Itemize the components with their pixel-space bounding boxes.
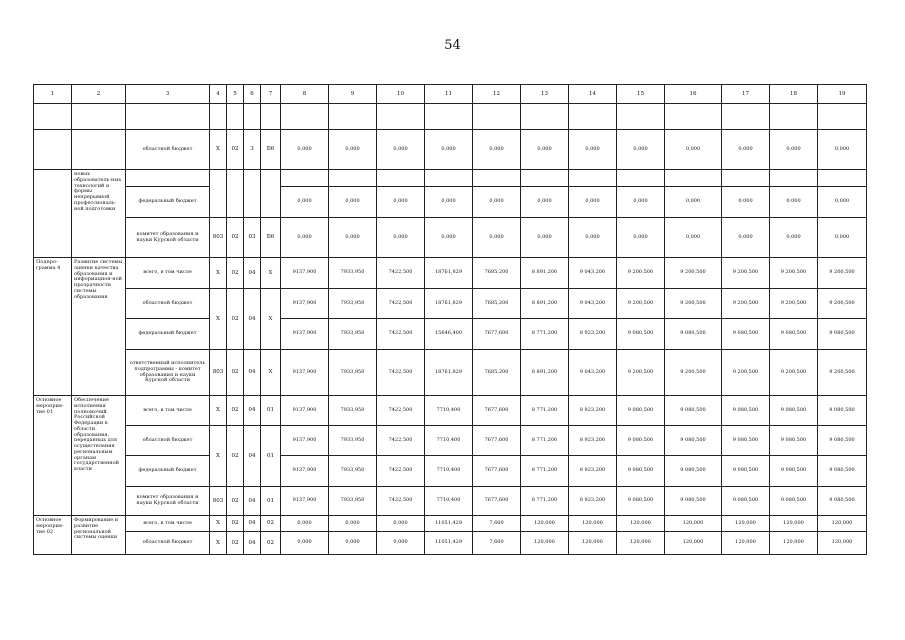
funding-source: областной бюджет [126, 130, 210, 170]
amount-cell: 9 043,200 [569, 289, 617, 319]
program-label [34, 104, 72, 130]
amount-cell: 9 080,500 [665, 396, 722, 426]
amount-cell: 8 923,200 [569, 319, 617, 350]
column-number-3: 3 [126, 85, 210, 104]
amount-cell: 0,000 [770, 187, 818, 218]
budget-code [261, 170, 281, 218]
budget-code: Х [210, 426, 227, 487]
amount-cell: 7677,600 [473, 396, 521, 426]
amount-cell: 11051,429 [425, 532, 473, 555]
column-number-16: 16 [665, 85, 722, 104]
amount-cell: 7677,600 [473, 487, 521, 516]
funding-source: областной бюджет [126, 289, 210, 319]
amount-cell: 0,000 [770, 218, 818, 258]
amount-cell: 9 080,500 [818, 319, 867, 350]
amount-cell: 0,000 [473, 130, 521, 170]
budget-code: 02 [227, 350, 244, 396]
amount-cell: 9 080,500 [617, 456, 665, 487]
amount-cell [521, 170, 569, 187]
program-label [34, 170, 72, 258]
amount-cell: 0,000 [377, 516, 425, 532]
amount-cell: 0,000 [281, 516, 329, 532]
budget-code [210, 104, 227, 130]
amount-cell: 9 080,500 [665, 426, 722, 456]
amount-cell: 9 080,500 [722, 319, 770, 350]
amount-cell: 7,600 [473, 516, 521, 532]
amount-cell: 7677,600 [473, 319, 521, 350]
budget-code: 02 [261, 532, 281, 555]
amount-cell: 7710,400 [425, 426, 473, 456]
column-number-17: 17 [722, 85, 770, 104]
amount-cell: 9 080,500 [770, 319, 818, 350]
amount-cell: 120,000 [521, 516, 569, 532]
column-number-8: 8 [281, 85, 329, 104]
budget-code: Х [261, 350, 281, 396]
budget-code: Х [210, 516, 227, 532]
amount-cell: 9 200,500 [770, 289, 818, 319]
amount-cell: 7933,950 [329, 319, 377, 350]
funding-source: федеральный бюджет [126, 187, 210, 218]
budget-code: 04 [244, 396, 261, 426]
amount-cell: 120,000 [617, 532, 665, 555]
amount-cell: 8 891,200 [521, 258, 569, 289]
table-row [34, 426, 867, 456]
amount-cell: 7685,200 [473, 258, 521, 289]
budget-code: 02 [261, 516, 281, 532]
amount-cell: 0,000 [425, 130, 473, 170]
amount-cell: 7933,950 [329, 487, 377, 516]
amount-cell: 9 200,500 [617, 350, 665, 396]
amount-cell: 9 080,500 [770, 487, 818, 516]
amount-cell: 9 043,200 [569, 350, 617, 396]
amount-cell: 0,000 [617, 187, 665, 218]
budget-code [210, 170, 227, 218]
amount-cell: 0,000 [377, 218, 425, 258]
amount-cell [770, 170, 818, 187]
amount-cell: 0,000 [770, 130, 818, 170]
amount-cell: 9 080,500 [818, 456, 867, 487]
amount-cell: 0,000 [377, 532, 425, 555]
budget-code: 04 [244, 532, 261, 555]
column-number-5: 5 [227, 85, 244, 104]
budget-code: 803 [210, 350, 227, 396]
program-description: Обеспечение исполнения полномочий Российской Федерации в области образования, переданных для осуществления региональным органам государственной власти [72, 396, 126, 516]
amount-cell: 9 200,500 [665, 350, 722, 396]
amount-cell: 0,000 [569, 218, 617, 258]
amount-cell: 9 080,500 [665, 487, 722, 516]
amount-cell: 9137,900 [281, 319, 329, 350]
amount-cell: 0,000 [722, 218, 770, 258]
amount-cell [377, 170, 425, 187]
amount-cell [617, 170, 665, 187]
amount-cell: 7422,500 [377, 289, 425, 319]
amount-cell: 9 080,500 [722, 456, 770, 487]
amount-cell: 9 080,500 [665, 319, 722, 350]
amount-cell [722, 104, 770, 130]
program-description: Развитие системы оценки качества образования и информацион-ной прозрачности системы образования [72, 258, 126, 396]
column-number-19: 19 [818, 85, 867, 104]
column-number-10: 10 [377, 85, 425, 104]
table-row [34, 532, 867, 555]
amount-cell: 18761,829 [425, 258, 473, 289]
amount-cell: 9 080,500 [770, 456, 818, 487]
amount-cell: 7710,400 [425, 396, 473, 426]
amount-cell: 120,000 [665, 516, 722, 532]
amount-cell: 18761,829 [425, 289, 473, 319]
amount-cell: 8 923,200 [569, 396, 617, 426]
budget-table [33, 84, 867, 555]
budget-code: Х [210, 258, 227, 289]
amount-cell: 7422,500 [377, 319, 425, 350]
amount-cell: 9 200,500 [665, 289, 722, 319]
amount-cell: 9 200,500 [818, 289, 867, 319]
program-label: Основное мероприя-тие 02 [34, 516, 72, 555]
table-row [34, 350, 867, 396]
amount-cell: 0,000 [818, 130, 867, 170]
amount-cell: 8 891,200 [521, 289, 569, 319]
amount-cell: 7422,500 [377, 396, 425, 426]
amount-cell: 0,000 [425, 187, 473, 218]
budget-code: Б6 [261, 130, 281, 170]
column-number-12: 12 [473, 85, 521, 104]
amount-cell: 7933,950 [329, 350, 377, 396]
amount-cell: 9137,900 [281, 456, 329, 487]
amount-cell: 7933,950 [329, 258, 377, 289]
amount-cell: 9137,900 [281, 258, 329, 289]
amount-cell: 9 200,500 [722, 350, 770, 396]
program-label: Основное мероприя-тие 01 [34, 396, 72, 516]
amount-cell: 0,000 [521, 130, 569, 170]
budget-code: 01 [261, 396, 281, 426]
budget-code: 04 [244, 258, 261, 289]
budget-code: 04 [244, 516, 261, 532]
amount-cell: 9 043,200 [569, 258, 617, 289]
budget-code: 803 [210, 487, 227, 516]
amount-cell: 0,000 [329, 187, 377, 218]
program-label [34, 130, 72, 170]
amount-cell: 0,000 [521, 218, 569, 258]
amount-cell: 7,600 [473, 532, 521, 555]
amount-cell: 120,000 [569, 532, 617, 555]
amount-cell: 120,000 [818, 532, 867, 555]
amount-cell: 7933,950 [329, 456, 377, 487]
amount-cell: 0,000 [665, 187, 722, 218]
amount-cell: 0,000 [818, 218, 867, 258]
amount-cell: 9 200,500 [617, 258, 665, 289]
budget-code: 803 [210, 218, 227, 258]
amount-cell: 9 080,500 [617, 426, 665, 456]
amount-cell [818, 104, 867, 130]
amount-cell: 0,000 [281, 532, 329, 555]
amount-cell: 8 771,200 [521, 319, 569, 350]
column-number-11: 11 [425, 85, 473, 104]
amount-cell [665, 104, 722, 130]
budget-code [244, 104, 261, 130]
amount-cell: 7685,200 [473, 289, 521, 319]
amount-cell: 0,000 [617, 218, 665, 258]
budget-code: 02 [227, 218, 244, 258]
amount-cell: 7933,950 [329, 289, 377, 319]
amount-cell: 9137,900 [281, 487, 329, 516]
budget-code [227, 170, 244, 218]
amount-cell [329, 104, 377, 130]
amount-cell: 0,000 [281, 130, 329, 170]
amount-cell: 0,000 [569, 130, 617, 170]
amount-cell [473, 170, 521, 187]
amount-cell: 9 080,500 [665, 456, 722, 487]
program-description: Формирование и развитие региональной системы оценки [72, 516, 126, 555]
amount-cell: 9 080,500 [617, 319, 665, 350]
budget-code: Х [210, 289, 227, 350]
amount-cell: 18761,829 [425, 350, 473, 396]
amount-cell [617, 104, 665, 130]
amount-cell: 0,000 [473, 187, 521, 218]
table-row [34, 187, 867, 218]
funding-source: ответственный исполнитель подпрограммы - комитет образования и науки Курской области [126, 350, 210, 396]
amount-cell: 9 080,500 [818, 396, 867, 426]
amount-cell: 0,000 [329, 218, 377, 258]
amount-cell: 0,000 [569, 187, 617, 218]
table-row [34, 487, 867, 516]
budget-code: 02 [227, 289, 244, 350]
budget-code: 04 [244, 426, 261, 487]
column-number-2: 2 [72, 85, 126, 104]
amount-cell: 9 080,500 [818, 426, 867, 456]
amount-cell: 15646,400 [425, 319, 473, 350]
amount-cell: 9 080,500 [770, 396, 818, 426]
amount-cell: 9 200,500 [722, 289, 770, 319]
amount-cell [281, 170, 329, 187]
funding-source: всего, в том числе [126, 396, 210, 426]
column-number-18: 18 [770, 85, 818, 104]
amount-cell: 8 771,200 [521, 426, 569, 456]
amount-cell: 8 923,200 [569, 487, 617, 516]
amount-cell: 8 771,200 [521, 487, 569, 516]
table-row [34, 104, 867, 130]
amount-cell: 120,000 [617, 516, 665, 532]
amount-cell: 7710,400 [425, 487, 473, 516]
amount-cell: 7422,500 [377, 487, 425, 516]
amount-cell: 9 200,500 [770, 258, 818, 289]
amount-cell [818, 170, 867, 187]
budget-code: Х [210, 532, 227, 555]
amount-cell: 0,000 [473, 218, 521, 258]
table-row [34, 130, 867, 170]
table-row [34, 456, 867, 487]
program-description [72, 130, 126, 170]
amount-cell: 7933,950 [329, 426, 377, 456]
amount-cell: 0,000 [665, 130, 722, 170]
amount-cell: 8 891,200 [521, 350, 569, 396]
budget-code [261, 104, 281, 130]
amount-cell: 0,000 [329, 130, 377, 170]
amount-cell: 7677,600 [473, 426, 521, 456]
funding-source: федеральный бюджет [126, 319, 210, 350]
amount-cell: 9 080,500 [722, 487, 770, 516]
amount-cell: 0,000 [329, 516, 377, 532]
funding-source: областной бюджет [126, 532, 210, 555]
column-number-15: 15 [617, 85, 665, 104]
column-number-7: 7 [261, 85, 281, 104]
amount-cell: 9137,900 [281, 396, 329, 426]
amount-cell: 7422,500 [377, 426, 425, 456]
program-label: Подпро-грамма 4 [34, 258, 72, 396]
budget-code [244, 170, 261, 218]
budget-code: 04 [244, 487, 261, 516]
funding-source: областной бюджет [126, 426, 210, 456]
program-description: новых образователь-ных технологий и формы непрерывной профессиональ-ной подготовки [72, 170, 126, 258]
amount-cell [521, 104, 569, 130]
budget-code [227, 104, 244, 130]
column-number-13: 13 [521, 85, 569, 104]
amount-cell: 9 080,500 [818, 487, 867, 516]
program-description [72, 104, 126, 130]
amount-cell: 0,000 [329, 532, 377, 555]
budget-code: 04 [244, 350, 261, 396]
amount-cell: 0,000 [281, 218, 329, 258]
amount-cell: 0,000 [722, 130, 770, 170]
amount-cell: 7933,950 [329, 396, 377, 426]
column-number-1: 1 [34, 85, 72, 104]
budget-code: 02 [227, 532, 244, 555]
amount-cell: 120,000 [521, 532, 569, 555]
funding-source [126, 170, 210, 187]
amount-cell: 9137,900 [281, 350, 329, 396]
amount-cell: 11051,429 [425, 516, 473, 532]
amount-cell: 8 923,200 [569, 426, 617, 456]
amount-cell: 9 080,500 [617, 396, 665, 426]
amount-cell: 8 771,200 [521, 396, 569, 426]
amount-cell: 9 080,500 [722, 426, 770, 456]
amount-cell [722, 170, 770, 187]
column-number-14: 14 [569, 85, 617, 104]
amount-cell: 0,000 [617, 130, 665, 170]
amount-cell: 9 080,500 [722, 396, 770, 426]
table-row [34, 170, 867, 187]
budget-code: 01 [261, 426, 281, 487]
amount-cell [425, 170, 473, 187]
funding-source [126, 104, 210, 130]
amount-cell: 7422,500 [377, 350, 425, 396]
amount-cell: 7710,400 [425, 456, 473, 487]
budget-code: Х [210, 396, 227, 426]
table-row [34, 258, 867, 289]
amount-cell: 120,000 [770, 516, 818, 532]
budget-code: 02 [227, 516, 244, 532]
amount-cell: 120,000 [569, 516, 617, 532]
amount-cell: 0,000 [521, 187, 569, 218]
funding-source: комитет образования и науки Курской области [126, 487, 210, 516]
amount-cell: 9 080,500 [770, 426, 818, 456]
budget-code: 02 [227, 396, 244, 426]
amount-cell [425, 104, 473, 130]
column-number-6: 6 [244, 85, 261, 104]
budget-code: Х [261, 258, 281, 289]
amount-cell: 9 080,500 [617, 487, 665, 516]
amount-cell: 9 200,500 [617, 289, 665, 319]
amount-cell: 120,000 [818, 516, 867, 532]
amount-cell [377, 104, 425, 130]
table-row [34, 516, 867, 532]
budget-code: Б6 [261, 218, 281, 258]
amount-cell: 9 200,500 [722, 258, 770, 289]
table-row [34, 396, 867, 426]
column-number-4: 4 [210, 85, 227, 104]
amount-cell: 0,000 [377, 187, 425, 218]
amount-cell: 0,000 [722, 187, 770, 218]
amount-cell: 0,000 [377, 130, 425, 170]
amount-cell [770, 104, 818, 130]
header-row [34, 85, 867, 104]
amount-cell: 120,000 [665, 532, 722, 555]
amount-cell [569, 170, 617, 187]
amount-cell: 7677,600 [473, 456, 521, 487]
budget-code: 02 [227, 426, 244, 487]
funding-source: федеральный бюджет [126, 456, 210, 487]
amount-cell: 0,000 [818, 187, 867, 218]
budget-code: 02 [227, 487, 244, 516]
amount-cell: 120,000 [722, 532, 770, 555]
amount-cell [473, 104, 521, 130]
page-number: 54 [444, 38, 461, 53]
amount-cell: 8 923,200 [569, 456, 617, 487]
amount-cell: 0,000 [425, 218, 473, 258]
amount-cell [665, 170, 722, 187]
budget-code: Х [261, 289, 281, 350]
amount-cell: 7422,500 [377, 456, 425, 487]
budget-code: 04 [244, 289, 261, 350]
amount-cell: 9 200,500 [818, 350, 867, 396]
amount-cell: 8 771,200 [521, 456, 569, 487]
amount-cell: 120,000 [722, 516, 770, 532]
amount-cell: 7685,200 [473, 350, 521, 396]
funding-source: комитет образования и науки Курской области [126, 218, 210, 258]
amount-cell: 9 200,500 [665, 258, 722, 289]
amount-cell [569, 104, 617, 130]
funding-source: всего, в том числе [126, 516, 210, 532]
budget-code: 02 [227, 130, 244, 170]
amount-cell: 9 200,500 [818, 258, 867, 289]
amount-cell: 9137,900 [281, 289, 329, 319]
amount-cell [329, 170, 377, 187]
table-row [34, 319, 867, 350]
amount-cell: 9 200,500 [770, 350, 818, 396]
amount-cell: 0,000 [281, 187, 329, 218]
funding-source: всего, в том числе [126, 258, 210, 289]
amount-cell: 9137,900 [281, 426, 329, 456]
amount-cell: 7422,500 [377, 258, 425, 289]
table-row [34, 218, 867, 258]
amount-cell: 120,000 [770, 532, 818, 555]
table-row [34, 289, 867, 319]
budget-code: Х [210, 130, 227, 170]
budget-code: 03 [244, 218, 261, 258]
amount-cell: 0,000 [665, 218, 722, 258]
budget-code: 02 [227, 258, 244, 289]
budget-code: 3 [244, 130, 261, 170]
column-number-9: 9 [329, 85, 377, 104]
budget-code: 01 [261, 487, 281, 516]
amount-cell [281, 104, 329, 130]
